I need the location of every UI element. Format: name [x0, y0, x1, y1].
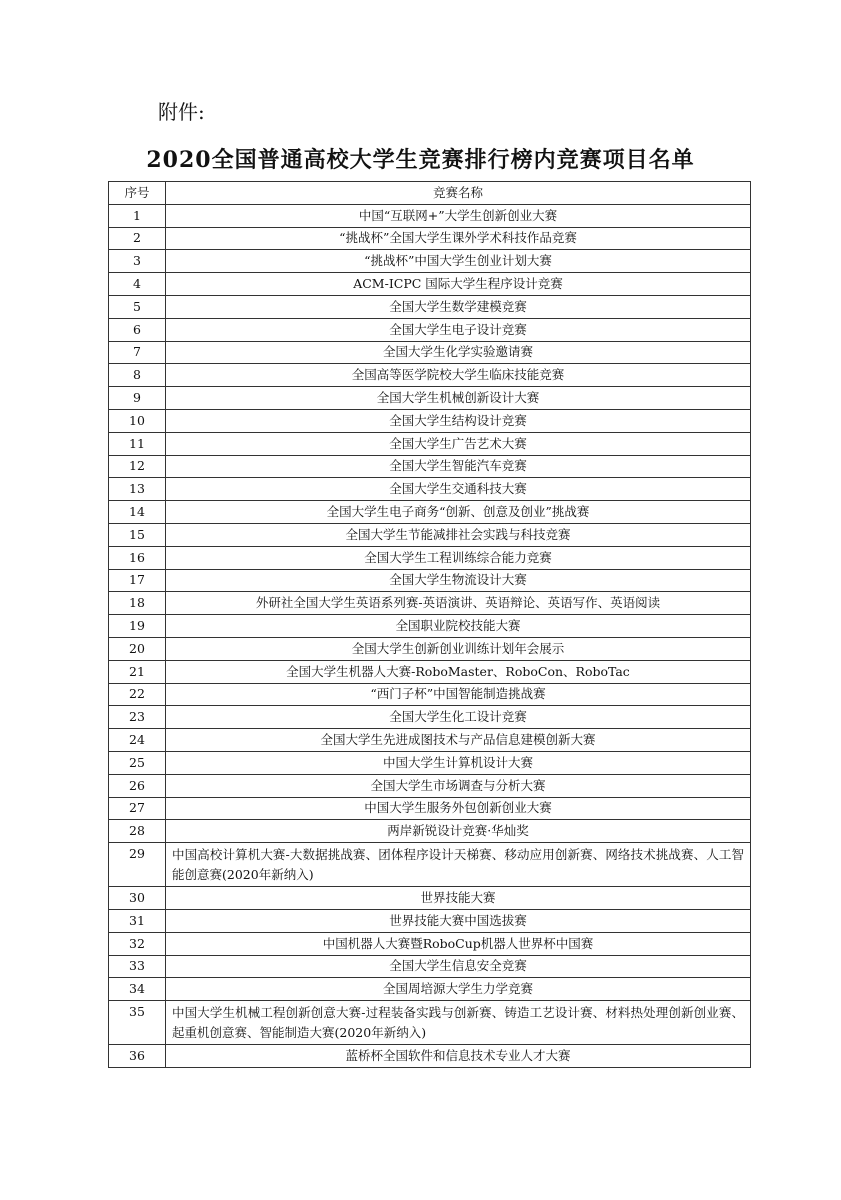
- competition-name: 中国大学生计算机设计大赛: [166, 751, 751, 774]
- competition-name: 全国大学生机械创新设计大赛: [166, 387, 751, 410]
- row-number: 26: [109, 774, 166, 797]
- row-number: 31: [109, 909, 166, 932]
- competition-name: “西门子杯”中国智能制造挑战赛: [166, 683, 751, 706]
- row-number: 6: [109, 318, 166, 341]
- table-row: [109, 432, 751, 455]
- table-row: [109, 227, 751, 250]
- competition-name: 蓝桥杯全国软件和信息技术专业人才大赛: [166, 1045, 751, 1068]
- table-row: [109, 318, 751, 341]
- table-row: [109, 955, 751, 978]
- competition-name: 全国大学生节能减排社会实践与科技竞赛: [166, 523, 751, 546]
- competition-name: 外研社全国大学生英语系列赛-英语演讲、英语辩论、英语写作、英语阅读: [166, 592, 751, 615]
- row-number: 7: [109, 341, 166, 364]
- table-row: [109, 637, 751, 660]
- competition-name: 全国职业院校技能大赛: [166, 615, 751, 638]
- table-row: [109, 683, 751, 706]
- competition-name: 中国机器人大赛暨RoboCup机器人世界杯中国赛: [166, 932, 751, 955]
- competition-name: 全国大学生交通科技大赛: [166, 478, 751, 501]
- table-row: [109, 295, 751, 318]
- competition-name: 全国大学生机器人大赛-RoboMaster、RoboCon、RoboTac: [166, 660, 751, 683]
- table-row: [109, 751, 751, 774]
- competition-name: “挑战杯”中国大学生创业计划大赛: [166, 250, 751, 273]
- row-number: 3: [109, 250, 166, 273]
- competition-name: 全国大学生数学建模竞赛: [166, 295, 751, 318]
- competition-name: 全国大学生市场调查与分析大赛: [166, 774, 751, 797]
- row-number: 10: [109, 409, 166, 432]
- table-row: [109, 273, 751, 296]
- table-body: [109, 204, 751, 1067]
- table-row: [109, 706, 751, 729]
- row-number: 19: [109, 615, 166, 638]
- row-number: 2: [109, 227, 166, 250]
- competition-name: 全国大学生先进成图技术与产品信息建模创新大赛: [166, 729, 751, 752]
- table-row: [109, 592, 751, 615]
- table-row: [109, 569, 751, 592]
- row-number: 34: [109, 978, 166, 1001]
- table-row: [109, 978, 751, 1001]
- competition-name: 中国高校计算机大赛-大数据挑战赛、团体程序设计天梯赛、移动应用创新赛、网络技术挑战赛、人工智能创意赛(2020年新纳入): [166, 843, 751, 887]
- row-number: 23: [109, 706, 166, 729]
- competition-name: 全国大学生智能汽车竞赛: [166, 455, 751, 478]
- row-number: 18: [109, 592, 166, 615]
- competition-name: 全国大学生信息安全竞赛: [166, 955, 751, 978]
- table-row: [109, 797, 751, 820]
- row-number: 13: [109, 478, 166, 501]
- table-row: [109, 523, 751, 546]
- competition-table: [108, 181, 751, 1068]
- table-row: [109, 204, 751, 227]
- competition-name: 全国大学生化工设计竞赛: [166, 706, 751, 729]
- competition-name: 世界技能大赛中国选拔赛: [166, 909, 751, 932]
- table-row: [109, 909, 751, 932]
- header-name: 竞赛名称: [166, 182, 751, 205]
- table-row: [109, 478, 751, 501]
- table-row: [109, 932, 751, 955]
- competition-name: 全国大学生创新创业训练计划年会展示: [166, 637, 751, 660]
- table-row: [109, 887, 751, 910]
- row-number: 22: [109, 683, 166, 706]
- row-number: 36: [109, 1045, 166, 1068]
- row-number: 12: [109, 455, 166, 478]
- row-number: 8: [109, 364, 166, 387]
- row-number: 29: [109, 843, 166, 887]
- row-number: 11: [109, 432, 166, 455]
- competition-name: 世界技能大赛: [166, 887, 751, 910]
- competition-name: 全国高等医学院校大学生临床技能竞赛: [166, 364, 751, 387]
- table-row: [109, 409, 751, 432]
- row-number: 20: [109, 637, 166, 660]
- competition-name: 中国“互联网+”大学生创新创业大赛: [166, 204, 751, 227]
- competition-name: 中国大学生服务外包创新创业大赛: [166, 797, 751, 820]
- competition-name: 全国周培源大学生力学竞赛: [166, 978, 751, 1001]
- competition-name: ACM-ICPC 国际大学生程序设计竞赛: [166, 273, 751, 296]
- row-number: 25: [109, 751, 166, 774]
- table-row: [109, 1001, 751, 1045]
- table-row: [109, 774, 751, 797]
- competition-name: 全国大学生物流设计大赛: [166, 569, 751, 592]
- table-row: [109, 364, 751, 387]
- competition-name: 中国大学生机械工程创新创意大赛-过程装备实践与创新赛、铸造工艺设计赛、材料热处理创新创业赛、起重机创意赛、智能制造大赛(2020年新纳入): [166, 1001, 751, 1045]
- row-number: 30: [109, 887, 166, 910]
- attachment-label: 附件:: [158, 100, 205, 124]
- table-row: [109, 341, 751, 364]
- row-number: 28: [109, 820, 166, 843]
- competition-name: 全国大学生电子商务“创新、创意及创业”挑战赛: [166, 501, 751, 524]
- competition-name: “挑战杯”全国大学生课外学术科技作品竞赛: [166, 227, 751, 250]
- table-row: [109, 387, 751, 410]
- table-row: [109, 820, 751, 843]
- row-number: 35: [109, 1001, 166, 1045]
- table-row: [109, 501, 751, 524]
- competition-name: 全国大学生电子设计竞赛: [166, 318, 751, 341]
- row-number: 16: [109, 546, 166, 569]
- row-number: 33: [109, 955, 166, 978]
- row-number: 1: [109, 204, 166, 227]
- page-title: 2020全国普通高校大学生竞赛排行榜内竞赛项目名单: [146, 147, 695, 173]
- row-number: 15: [109, 523, 166, 546]
- table-row: [109, 546, 751, 569]
- competition-name: 全国大学生工程训练综合能力竞赛: [166, 546, 751, 569]
- row-number: 5: [109, 295, 166, 318]
- row-number: 17: [109, 569, 166, 592]
- row-number: 32: [109, 932, 166, 955]
- row-number: 27: [109, 797, 166, 820]
- header-num: 序号: [109, 182, 166, 205]
- table-row: [109, 660, 751, 683]
- table-row: [109, 455, 751, 478]
- row-number: 9: [109, 387, 166, 410]
- row-number: 14: [109, 501, 166, 524]
- table-row: [109, 729, 751, 752]
- competition-name: 两岸新锐设计竞赛·华灿奖: [166, 820, 751, 843]
- row-number: 21: [109, 660, 166, 683]
- competition-name: 全国大学生结构设计竞赛: [166, 409, 751, 432]
- table-row: [109, 1045, 751, 1068]
- table-row: [109, 843, 751, 887]
- table-row: [109, 250, 751, 273]
- row-number: 4: [109, 273, 166, 296]
- row-number: 24: [109, 729, 166, 752]
- table-header-row: [109, 182, 751, 205]
- competition-name: 全国大学生广告艺术大赛: [166, 432, 751, 455]
- table-row: [109, 615, 751, 638]
- competition-name: 全国大学生化学实验邀请赛: [166, 341, 751, 364]
